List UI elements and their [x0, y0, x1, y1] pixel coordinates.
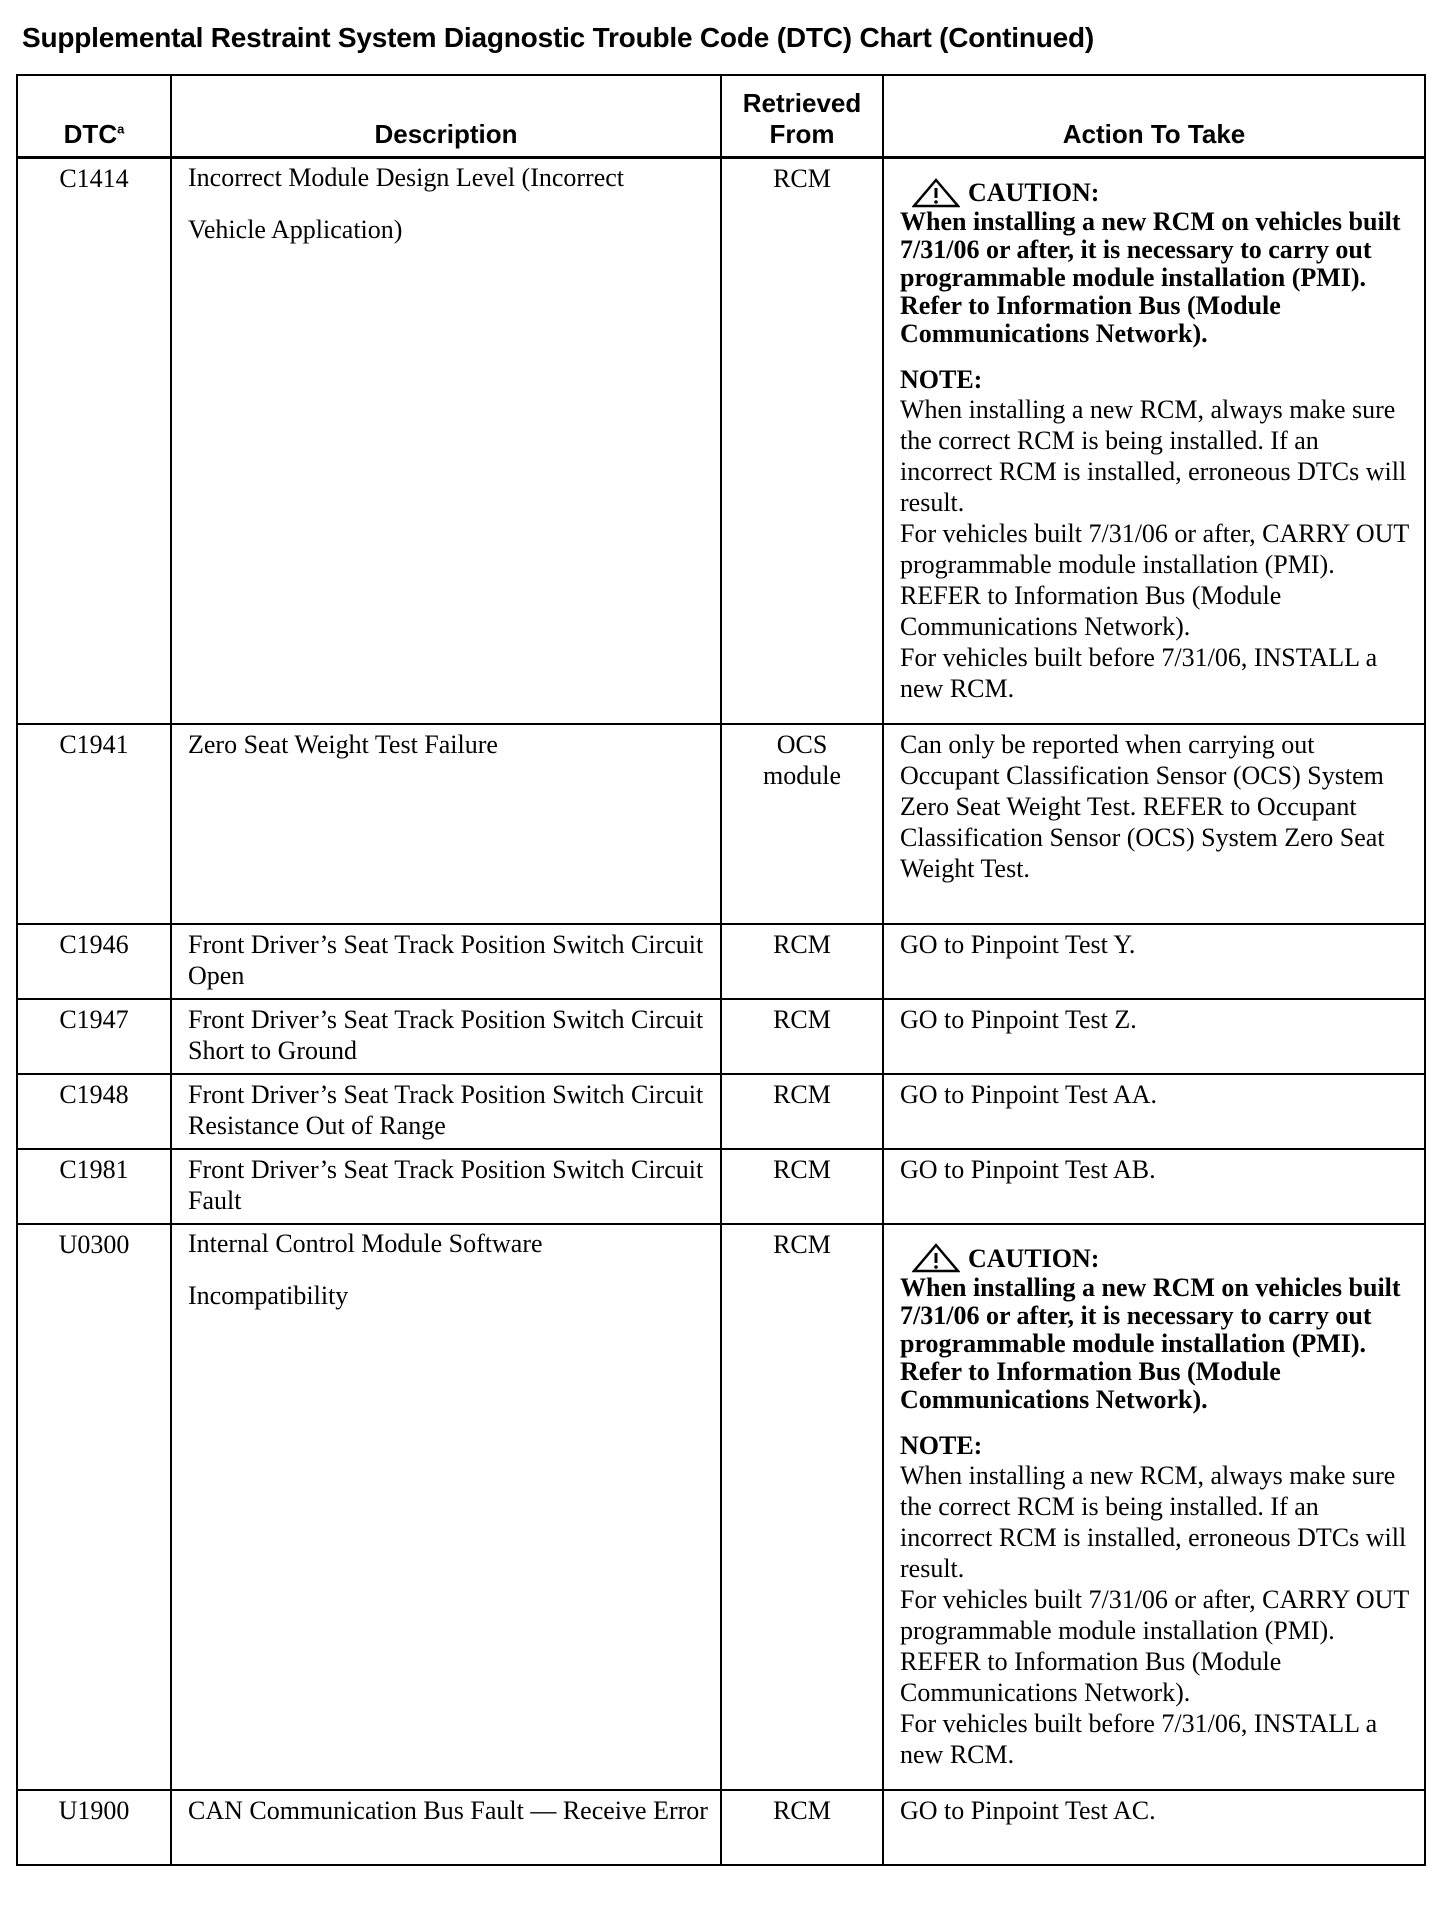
- dtc-code: C1981: [17, 1149, 171, 1224]
- action-to-take: GO to Pinpoint Test Z.: [883, 999, 1425, 1074]
- dtc-description: Front Driver’s Seat Track Position Switch Circuit Short to Ground: [171, 999, 721, 1074]
- page-title: Supplemental Restraint System Diagnostic Trouble Code (DTC) Chart (Continued): [22, 22, 1095, 53]
- note-heading: NOTE:: [900, 1430, 983, 1460]
- dtc-description: Front Driver’s Seat Track Position Switch Circuit Resistance Out of Range: [171, 1074, 721, 1149]
- table-row: [17, 1790, 1425, 1865]
- retrieved-from: RCM: [721, 158, 883, 724]
- footnote-marker: a: [117, 121, 125, 137]
- note-heading: NOTE:: [900, 365, 983, 394]
- table-row: [17, 924, 1425, 999]
- table-row: [17, 158, 1425, 724]
- retrieved-from: RCM: [721, 1149, 883, 1224]
- note-text: When installing a new RCM, always make sure the correct RCM is being installed. If an incorrect RCM is installed, erroneous DTCs will result. For vehicles built 7/31/06 or after, CARRY OUT programmable module installation (PMI). REFER to Information Bus (Module Communications Network). For vehicles built before 7/31/06, INSTALL a new RCM.: [900, 395, 1409, 703]
- dtc-code: C1414: [17, 158, 171, 724]
- dtc-description: Zero Seat Weight Test Failure: [171, 724, 721, 924]
- retrieved-from: RCM: [721, 924, 883, 999]
- action-to-take: GO to Pinpoint Test AC.: [883, 1790, 1425, 1865]
- header-dtc: DTC$^a$: [17, 75, 171, 158]
- header-action: Action To Take: [883, 75, 1425, 158]
- dtc-code: U1900: [17, 1790, 171, 1865]
- dtc-description: Front Driver’s Seat Track Position Switch Circuit Fault: [171, 1149, 721, 1224]
- table-row: [17, 1224, 1425, 1790]
- warning-triangle-icon: [912, 178, 960, 208]
- dtc-code: U0300: [17, 1224, 171, 1790]
- dtc-code: C1948: [17, 1074, 171, 1149]
- dtc-description: Incorrect Module Design Level (Incorrect Vehicle Application): [171, 158, 721, 724]
- caution-text: When installing a new RCM on vehicles built 7/31/06 or after, it is necessary to carry out programmable module installation (PMI). Refer to Information Bus (Module Communications Network).: [900, 1272, 1401, 1414]
- retrieved-from: OCS module: [721, 724, 883, 924]
- table-header-row: [17, 75, 1425, 158]
- dtc-description: Front Driver’s Seat Track Position Switch Circuit Open: [171, 924, 721, 999]
- caution-heading: CAUTION:: [900, 177, 1412, 208]
- caution-heading: CAUTION:: [900, 1243, 1412, 1274]
- action-to-take: [883, 1224, 1425, 1790]
- header-description: Description: [171, 75, 721, 158]
- action-to-take: GO to Pinpoint Test AA.: [883, 1074, 1425, 1149]
- dtc-code: C1946: [17, 924, 171, 999]
- dtc-code: C1941: [17, 724, 171, 924]
- table-row: [17, 1149, 1425, 1224]
- dtc-code: C1947: [17, 999, 171, 1074]
- note-text: When installing a new RCM, always make sure the correct RCM is being installed. If an incorrect RCM is installed, erroneous DTCs will result. For vehicles built 7/31/06 or after, CARRY OUT programmable module installation (PMI). REFER to Information Bus (Module Communications Network). For vehicles built before 7/31/06, INSTALL a new RCM.: [900, 1460, 1409, 1769]
- header-retrieved-from: Retrieved From: [721, 75, 883, 158]
- retrieved-from: RCM: [721, 1790, 883, 1865]
- table-row: [17, 724, 1425, 924]
- dtc-description: Internal Control Module Software Incompatibility: [171, 1224, 721, 1790]
- action-to-take: GO to Pinpoint Test Y.: [883, 924, 1425, 999]
- action-to-take: [883, 158, 1425, 724]
- warning-triangle-icon: [912, 1243, 960, 1273]
- retrieved-from: RCM: [721, 1224, 883, 1790]
- dtc-description: CAN Communication Bus Fault — Receive Error: [171, 1790, 721, 1865]
- caution-text: When installing a new RCM on vehicles built 7/31/06 or after, it is necessary to carry out programmable module installation (PMI). Refer to Information Bus (Module Communications Network).: [900, 207, 1401, 348]
- action-to-take: Can only be reported when carrying out Occupant Classification Sensor (OCS) System Zero Seat Weight Test. REFER to Occupant Classification Sensor (OCS) System Zero Seat Weight Test.: [883, 724, 1425, 924]
- table-row: [17, 1074, 1425, 1149]
- dtc-chart-table: [16, 74, 1426, 1866]
- retrieved-from: RCM: [721, 999, 883, 1074]
- retrieved-from: RCM: [721, 1074, 883, 1149]
- action-to-take: GO to Pinpoint Test AB.: [883, 1149, 1425, 1224]
- table-row: [17, 999, 1425, 1074]
